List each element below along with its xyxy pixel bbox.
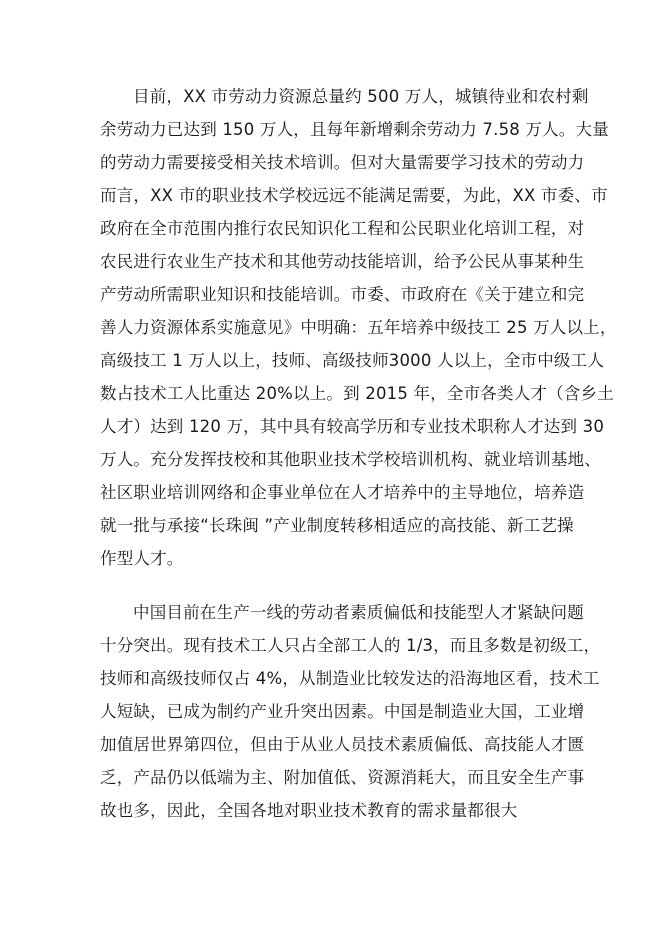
paragraph-line: 善人力资源体系实施意见》中明确：五年培养中级技工 25 万人以上， (100, 318, 617, 337)
paragraph-line: 农民进行农业生产技术和其他劳动技能培训，给予公民从事某种生 (100, 252, 585, 271)
paragraph-line: 十分突出。现有技术工人只占全部工人的 1/3，而且多数是初级工， (100, 636, 601, 655)
paragraph-line: 人短缺，已成为制约产业升突出因素。中国是制造业大国，工业增 (100, 702, 585, 721)
paragraph-line: 目前，XX 市劳动力资源总量约 500 万人，城镇待业和农村剩 (133, 87, 589, 106)
paragraph-line: 余劳动力已达到 150 万人，且每年新增剩余劳动力 7.58 万人。大量 (100, 120, 609, 139)
paragraph-line: 数占技术工人比重达 20%以上。到 2015 年，全市各类人才（含乡土 (100, 384, 614, 403)
paragraph-line: 技师和高级技师仅占 4%，从制造业比较发达的沿海地区看，技术工 (100, 669, 600, 688)
paragraph-line: 加值居世界第四位，但由于从业人员技术素质偏低、高技能人才匮 (100, 735, 585, 754)
paragraph-line: 产劳动所需职业知识和技能培训。市委、市政府在《关于建立和完 (100, 285, 585, 304)
paragraph-line: 万人。充分发挥技校和其他职业技术学校培训机构、就业培训基地、 (100, 450, 601, 469)
paragraph-line: 故也多，因此，全国各地对职业技术教育的需求量都很大 (100, 801, 518, 820)
paragraph-line: 作型人才。 (100, 549, 184, 568)
paragraph-line: 中国目前在生产一线的劳动者素质偏低和技能型人才紧缺问题 (133, 603, 584, 622)
paragraph-line: 社区职业培训网络和企事业单位在人才培养中的主导地位，培养造 (100, 483, 585, 502)
paragraph-line: 高级技工 1 万人以上，技师、高级技师3000 人以上，全市中级工人 (100, 351, 605, 370)
paragraph-line: 人才）达到 120 万，其中具有较高学历和专业技术职称人才达到 30 (100, 417, 605, 436)
paragraph-line: 的劳动力需要接受相关技术培训。但对大量需要学习技术的劳动力 (100, 153, 585, 172)
paragraph-line: 政府在全市范围内推行农民知识化工程和公民职业化培训工程，对 (100, 219, 585, 238)
paragraph-line: 乏，产品仍以低端为主、附加值低、资源消耗大，而且安全生产事 (100, 768, 585, 787)
paragraph-line: 就一批与承接“长珠闽 ”产业制度转移相适应的高技能、新工艺操 (100, 516, 574, 535)
paragraph-line: 而言，XX 市的职业技术学校远远不能满足需要，为此，XX 市委、市 (100, 186, 608, 205)
